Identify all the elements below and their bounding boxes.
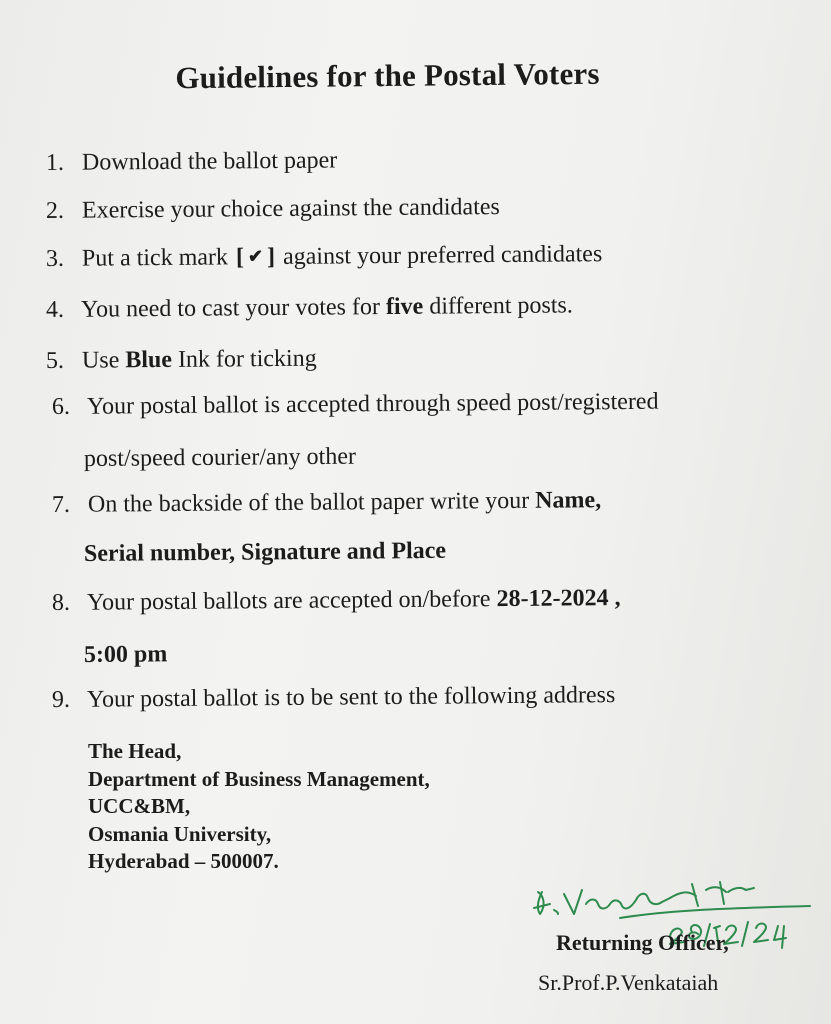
item-number: 8. [51, 589, 71, 616]
item-number: 7. [51, 491, 71, 518]
item-number: 9. [51, 686, 71, 713]
returning-officer-title: Returning Officer, [556, 930, 729, 955]
list-item-8 [52, 585, 621, 617]
item-text: Exercise your choice against the candidates [81, 194, 500, 224]
item-text: Your postal ballots are accepted on/before [86, 586, 491, 616]
item-text: Put a tick mark [81, 244, 229, 272]
list-item-1 [46, 147, 337, 177]
tick-icon: ✔ [247, 246, 264, 267]
item-text: On the backside of the ballot paper write your [87, 487, 530, 518]
address-line: Osmania University, [88, 821, 272, 846]
item-text: Use [81, 347, 120, 374]
list-item-2 [46, 194, 500, 225]
item-text: Your postal ballot is to be sent to the following address [86, 682, 616, 713]
address-line: Department of Business Management, [88, 766, 430, 791]
item-text: You need to cast your votes for [80, 294, 381, 323]
list-item-9 [52, 682, 616, 714]
list-item-5 [46, 346, 317, 375]
item-number: 2. [45, 197, 65, 224]
item-text: Download the ballot paper [81, 147, 338, 176]
address-line: UCC&BM, [88, 794, 191, 818]
list-item-6 [52, 389, 659, 421]
address-line: The Head, [88, 739, 182, 763]
item-bold-text: Name, [535, 487, 602, 514]
item-text: Your postal ballot is accepted through speed post/registered [86, 388, 659, 420]
list-item-3 [46, 241, 602, 273]
item-number: 5. [45, 347, 65, 374]
list-item-8-continuation: 5:00 pm [83, 641, 168, 668]
item-bold-text: 28-12-2024 , [496, 585, 621, 613]
returning-officer-name: Sr.Prof.P.Venkataiah [538, 970, 719, 995]
item-bold-text: Blue [125, 346, 173, 374]
bracket-close: ] [266, 244, 276, 271]
bracket-open: [ [235, 244, 245, 271]
item-number: 6. [51, 393, 71, 420]
item-number: 3. [45, 245, 65, 272]
item-bold-text: five [385, 293, 424, 321]
list-item-7 [52, 487, 601, 519]
item-number: 4. [45, 296, 65, 323]
list-item-4 [46, 292, 573, 324]
item-number: 1. [45, 149, 65, 176]
item-text-after: against your preferred candidates [282, 241, 603, 270]
address-line: Hyderabad – 500007. [88, 849, 279, 873]
list-item-6-continuation: post/speed courier/any other [83, 443, 357, 472]
mailing-address [88, 738, 430, 876]
tick-mark-example [236, 244, 275, 271]
list-item-7-continuation: Serial number, Signature and Place [83, 537, 447, 567]
item-text-after: different posts. [429, 292, 573, 320]
item-text-after: Ink for ticking [177, 345, 317, 373]
document-title: Guidelines for the Postal Voters [175, 55, 600, 96]
